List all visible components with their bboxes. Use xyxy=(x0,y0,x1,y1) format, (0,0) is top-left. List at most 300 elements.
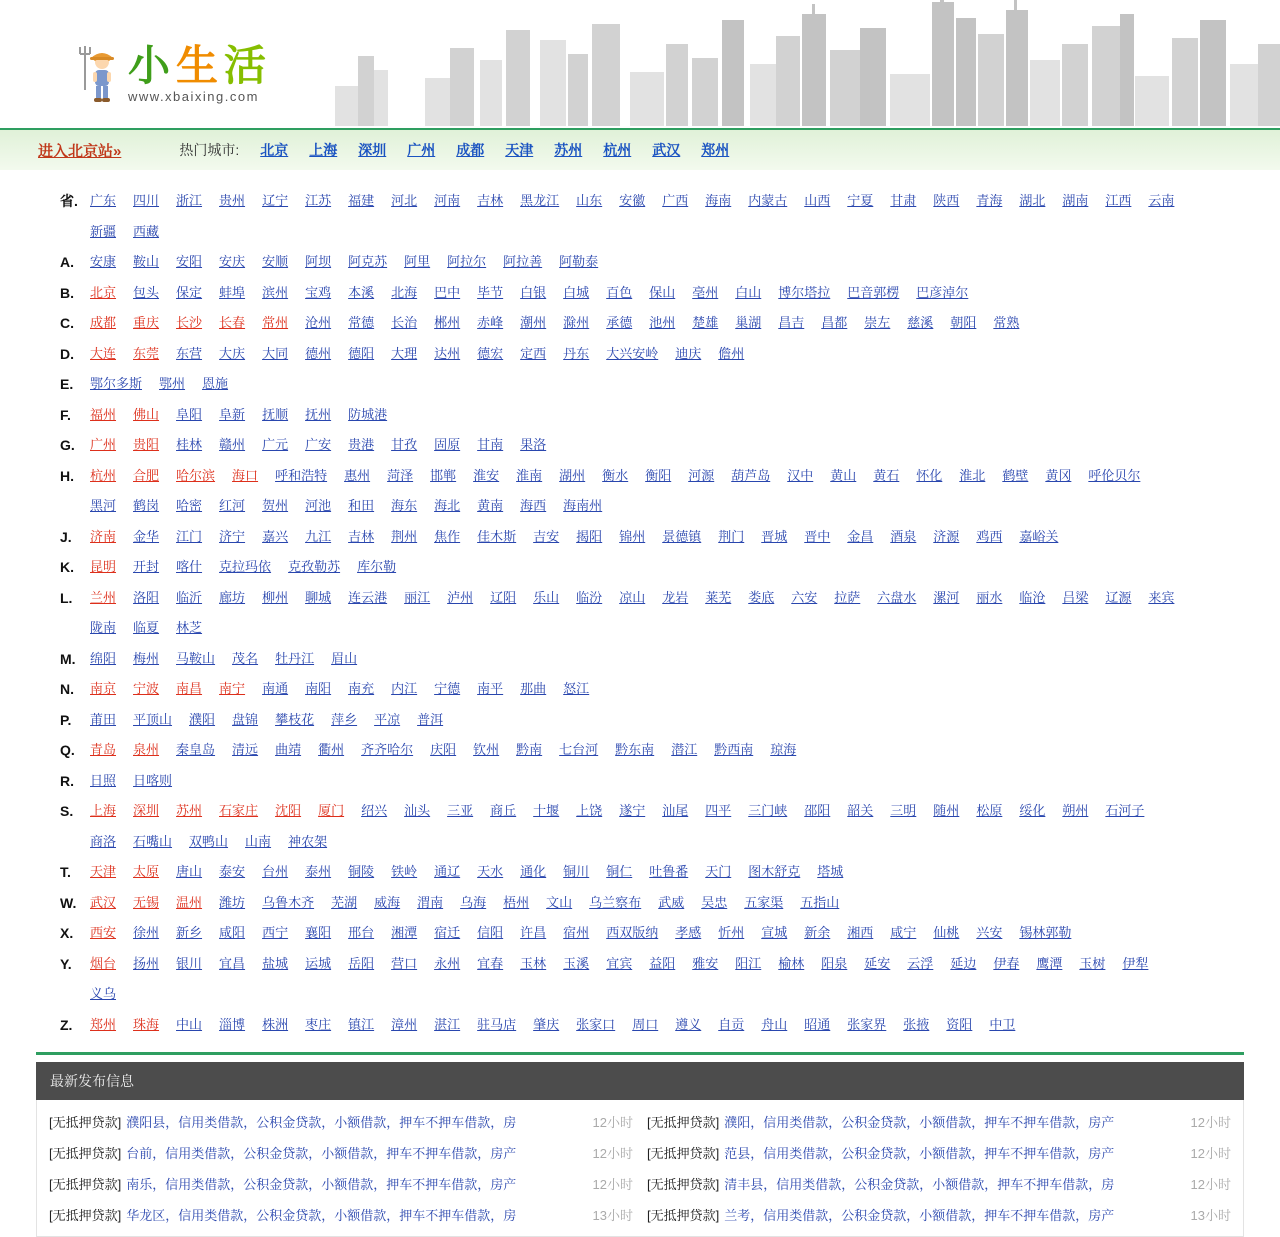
city-link[interactable]: 上饶 xyxy=(576,803,603,818)
city-link[interactable]: 神农架 xyxy=(288,833,328,849)
city-link[interactable]: 巴彦淖尔 xyxy=(916,284,969,300)
city-link[interactable]: 甘肃 xyxy=(890,193,917,208)
city-link[interactable]: 海东 xyxy=(391,498,418,513)
city-link[interactable]: 慈溪 xyxy=(907,315,934,330)
city-link[interactable]: 济源 xyxy=(933,528,960,544)
city-link[interactable]: 抚州 xyxy=(305,406,332,422)
city-link[interactable]: 柳州 xyxy=(262,589,289,605)
city-link[interactable]: 佛山 xyxy=(133,406,160,422)
city-link[interactable]: 库尔勒 xyxy=(357,559,397,574)
city-link[interactable]: 汕头 xyxy=(404,803,431,818)
city-link[interactable]: 恩施 xyxy=(202,376,229,391)
city-link[interactable]: 迪庆 xyxy=(675,345,702,361)
city-link[interactable]: 枣庄 xyxy=(305,1016,332,1032)
city-link[interactable]: 阿坝 xyxy=(305,254,332,269)
city-link[interactable]: 鹤壁 xyxy=(1002,467,1029,483)
city-link[interactable]: 延边 xyxy=(950,955,977,971)
city-link[interactable]: 辽阳 xyxy=(490,589,517,605)
city-link[interactable]: 衡水 xyxy=(602,467,629,483)
city-link[interactable]: 宜春 xyxy=(477,955,504,971)
city-link[interactable]: 廊坊 xyxy=(219,589,246,605)
city-link[interactable]: 仙桃 xyxy=(933,925,960,940)
city-link[interactable]: 焦作 xyxy=(434,528,461,544)
city-link[interactable]: 成都 xyxy=(90,315,117,330)
city-link[interactable]: 通化 xyxy=(520,864,547,879)
city-link[interactable]: 泉州 xyxy=(133,742,160,757)
city-link[interactable]: 辽源 xyxy=(1105,589,1132,605)
city-link[interactable]: 临沂 xyxy=(176,589,203,605)
city-link[interactable]: 安庆 xyxy=(219,254,246,269)
city-link[interactable]: 西宁 xyxy=(262,925,289,940)
city-link[interactable]: 漳州 xyxy=(391,1016,418,1032)
city-link[interactable]: 山西 xyxy=(804,193,831,208)
city-link[interactable]: 吴忠 xyxy=(701,894,728,910)
city-link[interactable]: 喀什 xyxy=(176,559,203,574)
enter-beijing-station-link[interactable]: 进入北京站» xyxy=(38,142,122,160)
city-link[interactable]: 琼海 xyxy=(770,742,797,757)
city-link[interactable]: 郑州 xyxy=(90,1016,117,1032)
city-link[interactable]: 巴音郭楞 xyxy=(847,284,900,300)
city-link[interactable]: 南阳 xyxy=(305,681,332,696)
city-link[interactable]: 贵阳 xyxy=(133,437,160,452)
city-link[interactable]: 绵阳 xyxy=(90,650,117,666)
city-link[interactable]: 资阳 xyxy=(946,1016,973,1032)
city-link[interactable]: 温州 xyxy=(176,894,203,910)
city-link[interactable]: 无锡 xyxy=(133,894,160,910)
hot-city-link[interactable]: 杭州 xyxy=(603,142,632,158)
city-link[interactable]: 山东 xyxy=(576,193,603,208)
city-link[interactable]: 咸阳 xyxy=(219,925,246,940)
city-link[interactable]: 辽宁 xyxy=(262,193,289,208)
city-link[interactable]: 白城 xyxy=(563,284,590,300)
city-link[interactable]: 孝感 xyxy=(675,925,702,940)
city-link[interactable]: 四平 xyxy=(705,803,732,818)
hot-city-link[interactable]: 成都 xyxy=(456,142,485,158)
city-link[interactable]: 天水 xyxy=(477,864,504,879)
city-link[interactable]: 十堰 xyxy=(533,803,560,818)
city-link[interactable]: 怀化 xyxy=(916,467,943,483)
city-link[interactable]: 广西 xyxy=(662,193,689,208)
city-link[interactable]: 延安 xyxy=(864,955,891,971)
city-link[interactable]: 贵州 xyxy=(219,193,246,208)
city-link[interactable]: 海南 xyxy=(705,193,732,208)
city-link[interactable]: 贵港 xyxy=(348,437,375,452)
city-link[interactable]: 承德 xyxy=(606,315,633,330)
city-link[interactable]: 鄂尔多斯 xyxy=(90,376,143,391)
city-link[interactable]: 太原 xyxy=(133,864,160,879)
city-link[interactable]: 中山 xyxy=(176,1016,203,1032)
city-link[interactable]: 凉山 xyxy=(619,589,646,605)
city-link[interactable]: 西双版纳 xyxy=(606,925,659,940)
city-link[interactable]: 常熟 xyxy=(993,315,1020,330)
city-link[interactable]: 广安 xyxy=(305,437,332,452)
city-link[interactable]: 萍乡 xyxy=(331,711,358,727)
city-link[interactable]: 鞍山 xyxy=(133,254,160,269)
hot-city-link[interactable]: 天津 xyxy=(505,142,534,158)
city-link[interactable]: 昌吉 xyxy=(778,315,805,330)
city-link[interactable]: 宿州 xyxy=(563,925,590,940)
city-link[interactable]: 拉萨 xyxy=(834,589,861,605)
city-link[interactable]: 朔州 xyxy=(1062,803,1089,818)
city-link[interactable]: 池州 xyxy=(649,315,676,330)
city-link[interactable]: 大理 xyxy=(391,345,418,361)
city-link[interactable]: 楚雄 xyxy=(692,315,719,330)
city-link[interactable]: 绍兴 xyxy=(361,803,388,818)
city-link[interactable]: 黄山 xyxy=(830,467,857,483)
city-link[interactable]: 威海 xyxy=(374,894,401,910)
city-link[interactable]: 邢台 xyxy=(348,925,375,940)
city-link[interactable]: 滁州 xyxy=(563,315,590,330)
city-link[interactable]: 庆阳 xyxy=(430,742,457,757)
city-link[interactable]: 西安 xyxy=(90,925,117,940)
city-link[interactable]: 呼伦贝尔 xyxy=(1088,467,1141,483)
city-link[interactable]: 抚顺 xyxy=(262,406,289,422)
city-link[interactable]: 信阳 xyxy=(477,925,504,940)
city-link[interactable]: 鄂州 xyxy=(159,376,186,391)
city-link[interactable]: 阜阳 xyxy=(176,406,203,422)
city-link[interactable]: 马鞍山 xyxy=(176,650,216,666)
city-link[interactable]: 晋中 xyxy=(804,528,831,544)
city-link[interactable]: 保定 xyxy=(176,284,203,300)
city-link[interactable]: 德阳 xyxy=(348,345,375,361)
city-link[interactable]: 咸宁 xyxy=(890,925,917,940)
city-link[interactable]: 宁德 xyxy=(434,681,461,696)
city-link[interactable]: 聊城 xyxy=(305,589,332,605)
city-link[interactable]: 泸州 xyxy=(447,589,474,605)
hot-city-link[interactable]: 上海 xyxy=(309,142,338,158)
city-link[interactable]: 衡阳 xyxy=(645,467,672,483)
city-link[interactable]: 广东 xyxy=(90,193,117,208)
city-link[interactable]: 珠海 xyxy=(133,1016,160,1032)
city-link[interactable]: 南通 xyxy=(262,681,289,696)
city-link[interactable]: 湖南 xyxy=(1062,193,1089,208)
city-link[interactable]: 株洲 xyxy=(262,1016,289,1032)
city-link[interactable]: 安阳 xyxy=(176,254,203,269)
city-link[interactable]: 赣州 xyxy=(219,437,246,452)
city-link[interactable]: 玉树 xyxy=(1079,955,1106,971)
city-link[interactable]: 黔南 xyxy=(516,742,543,757)
city-link[interactable]: 呼和浩特 xyxy=(275,467,328,483)
city-link[interactable]: 三亚 xyxy=(447,803,474,818)
city-link[interactable]: 莱芜 xyxy=(705,589,732,605)
listing-title-link[interactable]: 濮阳，信用类借款，公积金贷款，小额借款，押车不押车借款，房产 xyxy=(724,1115,1115,1130)
city-link[interactable]: 山南 xyxy=(245,833,272,849)
city-link[interactable]: 淮北 xyxy=(959,467,986,483)
city-link[interactable]: 黄冈 xyxy=(1045,467,1072,483)
city-link[interactable]: 朝阳 xyxy=(950,315,977,330)
city-link[interactable]: 扬州 xyxy=(133,955,160,971)
city-link[interactable]: 五指山 xyxy=(800,894,840,910)
city-link[interactable]: 锡林郭勒 xyxy=(1019,925,1072,940)
city-link[interactable]: 五家渠 xyxy=(744,894,784,910)
city-link[interactable]: 晋城 xyxy=(761,528,788,544)
city-link[interactable]: 娄底 xyxy=(748,589,775,605)
city-link[interactable]: 包头 xyxy=(133,284,160,300)
city-link[interactable]: 合肥 xyxy=(133,467,160,483)
city-link[interactable]: 松原 xyxy=(976,803,1003,818)
city-link[interactable]: 阳泉 xyxy=(821,955,848,971)
city-link[interactable]: 随州 xyxy=(933,803,960,818)
hot-city-link[interactable]: 苏州 xyxy=(554,142,583,158)
city-link[interactable]: 郴州 xyxy=(434,315,461,330)
city-link[interactable]: 临沧 xyxy=(1019,589,1046,605)
city-link[interactable]: 眉山 xyxy=(331,650,358,666)
city-link[interactable]: 驻马店 xyxy=(477,1016,517,1032)
listing-title-link[interactable]: 兰考，信用类借款，公积金贷款，小额借款，押车不押车借款，房产 xyxy=(724,1208,1115,1223)
city-link[interactable]: 白山 xyxy=(735,284,762,300)
city-link[interactable]: 四川 xyxy=(133,193,160,208)
city-link[interactable]: 运城 xyxy=(305,955,332,971)
city-link[interactable]: 张家界 xyxy=(847,1016,887,1032)
city-link[interactable]: 定西 xyxy=(520,345,547,361)
city-link[interactable]: 贺州 xyxy=(262,498,289,513)
city-link[interactable]: 桂林 xyxy=(176,437,203,452)
city-link[interactable]: 东营 xyxy=(176,345,203,361)
city-link[interactable]: 日喀则 xyxy=(133,772,173,788)
city-link[interactable]: 陕西 xyxy=(933,193,960,208)
city-link[interactable]: 玉溪 xyxy=(563,955,590,971)
city-link[interactable]: 绥化 xyxy=(1019,803,1046,818)
city-link[interactable]: 甘孜 xyxy=(391,437,418,452)
city-link[interactable]: 普洱 xyxy=(417,711,444,727)
city-link[interactable]: 广州 xyxy=(90,437,117,452)
city-link[interactable]: 阿勒泰 xyxy=(559,254,599,269)
city-link[interactable]: 临汾 xyxy=(576,589,603,605)
city-link[interactable]: 唐山 xyxy=(176,864,203,879)
city-link[interactable]: 梅州 xyxy=(133,650,160,666)
city-link[interactable]: 厦门 xyxy=(318,803,345,818)
city-link[interactable]: 邵阳 xyxy=(804,803,831,818)
city-link[interactable]: 汕尾 xyxy=(662,803,689,818)
city-link[interactable]: 天门 xyxy=(705,864,732,879)
city-link[interactable]: 长治 xyxy=(391,315,418,330)
hot-city-link[interactable]: 深圳 xyxy=(358,142,387,158)
city-link[interactable]: 广元 xyxy=(262,437,289,452)
city-link[interactable]: 江西 xyxy=(1105,193,1132,208)
city-link[interactable]: 秦皇岛 xyxy=(176,742,216,757)
city-link[interactable]: 韶关 xyxy=(847,803,874,818)
city-link[interactable]: 衢州 xyxy=(318,742,345,757)
city-link[interactable]: 红河 xyxy=(219,498,246,513)
city-link[interactable]: 肇庆 xyxy=(533,1016,560,1032)
city-link[interactable]: 常德 xyxy=(348,315,375,330)
city-link[interactable]: 毕节 xyxy=(477,284,504,300)
city-link[interactable]: 河北 xyxy=(391,193,418,208)
city-link[interactable]: 达州 xyxy=(434,345,461,361)
city-link[interactable]: 铜陵 xyxy=(348,864,375,879)
city-link[interactable]: 青岛 xyxy=(90,742,117,757)
city-link[interactable]: 淮南 xyxy=(516,467,543,483)
city-link[interactable]: 博尔塔拉 xyxy=(778,284,831,300)
city-link[interactable]: 来宾 xyxy=(1148,589,1175,605)
city-link[interactable]: 浙江 xyxy=(176,193,203,208)
city-link[interactable]: 锦州 xyxy=(619,528,646,544)
city-link[interactable]: 连云港 xyxy=(348,589,388,605)
city-link[interactable]: 保山 xyxy=(649,284,676,300)
city-link[interactable]: 常州 xyxy=(262,315,289,330)
city-link[interactable]: 济南 xyxy=(90,528,117,544)
city-link[interactable]: 商丘 xyxy=(490,803,517,818)
city-link[interactable]: 佳木斯 xyxy=(477,528,517,544)
city-link[interactable]: 赤峰 xyxy=(477,315,504,330)
city-link[interactable]: 三明 xyxy=(890,803,917,818)
city-link[interactable]: 福州 xyxy=(90,406,117,422)
city-link[interactable]: 清远 xyxy=(232,742,259,757)
city-link[interactable]: 石嘴山 xyxy=(133,833,173,849)
listing-title-link[interactable]: 台前，信用类借款，公积金贷款，小额借款，押车不押车借款，房产 xyxy=(126,1146,517,1161)
city-link[interactable]: 防城港 xyxy=(348,406,388,422)
hot-city-link[interactable]: 北京 xyxy=(260,142,289,158)
city-link[interactable]: 西藏 xyxy=(133,223,160,239)
listing-title-link[interactable]: 范县，信用类借款，公积金贷款，小额借款，押车不押车借款，房产 xyxy=(724,1146,1115,1161)
city-link[interactable]: 固原 xyxy=(434,437,461,452)
city-link[interactable]: 宣城 xyxy=(761,925,788,940)
city-link[interactable]: 昆明 xyxy=(90,559,117,574)
city-link[interactable]: 银川 xyxy=(176,955,203,971)
city-link[interactable]: 黑龙江 xyxy=(520,193,560,208)
city-link[interactable]: 安顺 xyxy=(262,254,289,269)
city-link[interactable]: 盐城 xyxy=(262,955,289,971)
city-link[interactable]: 阜新 xyxy=(219,406,246,422)
city-link[interactable]: 亳州 xyxy=(692,284,719,300)
city-link[interactable]: 乌兰察布 xyxy=(589,894,642,910)
city-link[interactable]: 怒江 xyxy=(563,681,590,696)
city-link[interactable]: 伊春 xyxy=(993,955,1020,971)
city-link[interactable]: 张掖 xyxy=(903,1016,930,1032)
city-link[interactable]: 嘉峪关 xyxy=(1019,528,1059,544)
city-link[interactable]: 平顶山 xyxy=(133,711,173,727)
city-link[interactable]: 上海 xyxy=(90,803,117,818)
city-link[interactable]: 永州 xyxy=(434,955,461,971)
city-link[interactable]: 洛阳 xyxy=(133,589,160,605)
city-link[interactable]: 黄石 xyxy=(873,467,900,483)
city-link[interactable]: 白银 xyxy=(520,284,547,300)
city-link[interactable]: 兴安 xyxy=(976,925,1003,940)
city-link[interactable]: 新疆 xyxy=(90,223,117,239)
city-link[interactable]: 和田 xyxy=(348,498,375,513)
city-link[interactable]: 克拉玛依 xyxy=(219,559,272,574)
city-link[interactable]: 湖北 xyxy=(1019,193,1046,208)
city-link[interactable]: 商洛 xyxy=(90,833,117,849)
city-link[interactable]: 榆林 xyxy=(778,955,805,971)
city-link[interactable]: 六盘水 xyxy=(877,589,917,605)
city-link[interactable]: 德州 xyxy=(305,345,332,361)
city-link[interactable]: 湖州 xyxy=(559,467,586,483)
city-link[interactable]: 果洛 xyxy=(520,437,547,452)
city-link[interactable]: 丽水 xyxy=(976,589,1003,605)
city-link[interactable]: 徐州 xyxy=(133,925,160,940)
hot-city-link[interactable]: 武汉 xyxy=(652,142,681,158)
listing-title-link[interactable]: 清丰县，信用类借款，公积金贷款，小额借款，押车不押车借款，房 xyxy=(724,1177,1115,1192)
city-link[interactable]: 吉安 xyxy=(533,528,560,544)
city-link[interactable]: 杭州 xyxy=(90,467,117,483)
city-link[interactable]: 六安 xyxy=(791,589,818,605)
city-link[interactable]: 南平 xyxy=(477,681,504,696)
city-link[interactable]: 开封 xyxy=(133,559,160,574)
city-link[interactable]: 巢湖 xyxy=(735,315,762,330)
city-link[interactable]: 张家口 xyxy=(576,1016,616,1032)
city-link[interactable]: 湛江 xyxy=(434,1016,461,1032)
city-link[interactable]: 苏州 xyxy=(176,803,203,818)
city-link[interactable]: 阿拉尔 xyxy=(447,254,487,269)
city-link[interactable]: 大连 xyxy=(90,345,117,361)
city-link[interactable]: 齐齐哈尔 xyxy=(361,742,414,757)
city-link[interactable]: 遂宁 xyxy=(619,803,646,818)
city-link[interactable]: 日照 xyxy=(90,772,117,788)
city-link[interactable]: 南充 xyxy=(348,681,375,696)
city-link[interactable]: 新余 xyxy=(804,925,831,940)
city-link[interactable]: 北京 xyxy=(90,284,117,300)
city-link[interactable]: 自贡 xyxy=(718,1016,745,1032)
city-link[interactable]: 龙岩 xyxy=(662,589,689,605)
city-link[interactable]: 安徽 xyxy=(619,193,646,208)
city-link[interactable]: 儋州 xyxy=(718,345,745,361)
city-link[interactable]: 昭通 xyxy=(804,1016,831,1032)
city-link[interactable]: 海西 xyxy=(520,498,547,513)
city-link[interactable]: 惠州 xyxy=(344,467,371,483)
city-link[interactable]: 图木舒克 xyxy=(748,864,801,879)
city-link[interactable]: 九江 xyxy=(305,528,332,544)
city-link[interactable]: 鹤岗 xyxy=(133,498,160,513)
city-link[interactable]: 宜昌 xyxy=(219,955,246,971)
city-link[interactable]: 景德镇 xyxy=(662,528,702,544)
city-link[interactable]: 渭南 xyxy=(417,894,444,910)
city-link[interactable]: 泰安 xyxy=(219,864,246,879)
city-link[interactable]: 宜宾 xyxy=(606,955,633,971)
city-link[interactable]: 通辽 xyxy=(434,864,461,879)
city-link[interactable]: 双鸭山 xyxy=(189,833,229,849)
city-link[interactable]: 石河子 xyxy=(1105,803,1145,818)
city-link[interactable]: 营口 xyxy=(391,955,418,971)
city-link[interactable]: 钦州 xyxy=(473,742,500,757)
city-link[interactable]: 荆门 xyxy=(718,528,745,544)
city-link[interactable]: 曲靖 xyxy=(275,742,302,757)
city-link[interactable]: 沧州 xyxy=(305,315,332,330)
hot-city-link[interactable]: 郑州 xyxy=(701,142,730,158)
city-link[interactable]: 青海 xyxy=(976,193,1003,208)
city-link[interactable]: 克孜勒苏 xyxy=(288,559,341,574)
city-link[interactable]: 天津 xyxy=(90,864,117,879)
city-link[interactable]: 武汉 xyxy=(90,894,117,910)
city-link[interactable]: 玉林 xyxy=(520,955,547,971)
city-link[interactable]: 潮州 xyxy=(520,315,547,330)
city-link[interactable]: 本溪 xyxy=(348,284,375,300)
city-link[interactable]: 汉中 xyxy=(787,467,814,483)
city-link[interactable]: 百色 xyxy=(606,284,633,300)
hot-city-link[interactable]: 广州 xyxy=(407,142,436,158)
city-link[interactable]: 巴中 xyxy=(434,284,461,300)
city-link[interactable]: 舟山 xyxy=(761,1016,788,1032)
city-link[interactable]: 吕梁 xyxy=(1062,589,1089,605)
city-link[interactable]: 云南 xyxy=(1148,193,1175,208)
city-link[interactable]: 江苏 xyxy=(305,193,332,208)
city-link[interactable]: 林芝 xyxy=(176,620,203,635)
city-link[interactable]: 台州 xyxy=(262,864,289,879)
city-link[interactable]: 丽江 xyxy=(404,589,431,605)
city-link[interactable]: 益阳 xyxy=(649,955,676,971)
city-link[interactable]: 义乌 xyxy=(90,986,117,1001)
city-link[interactable]: 内江 xyxy=(391,681,418,696)
city-link[interactable]: 那曲 xyxy=(520,681,547,696)
city-link[interactable]: 重庆 xyxy=(133,315,160,330)
city-link[interactable]: 大兴安岭 xyxy=(606,345,659,361)
city-link[interactable]: 铜仁 xyxy=(606,864,633,879)
city-link[interactable]: 牡丹江 xyxy=(275,650,315,666)
city-link[interactable]: 长沙 xyxy=(176,315,203,330)
city-link[interactable]: 海南州 xyxy=(563,498,603,513)
city-link[interactable]: 崇左 xyxy=(864,315,891,330)
city-link[interactable]: 甘南 xyxy=(477,437,504,452)
